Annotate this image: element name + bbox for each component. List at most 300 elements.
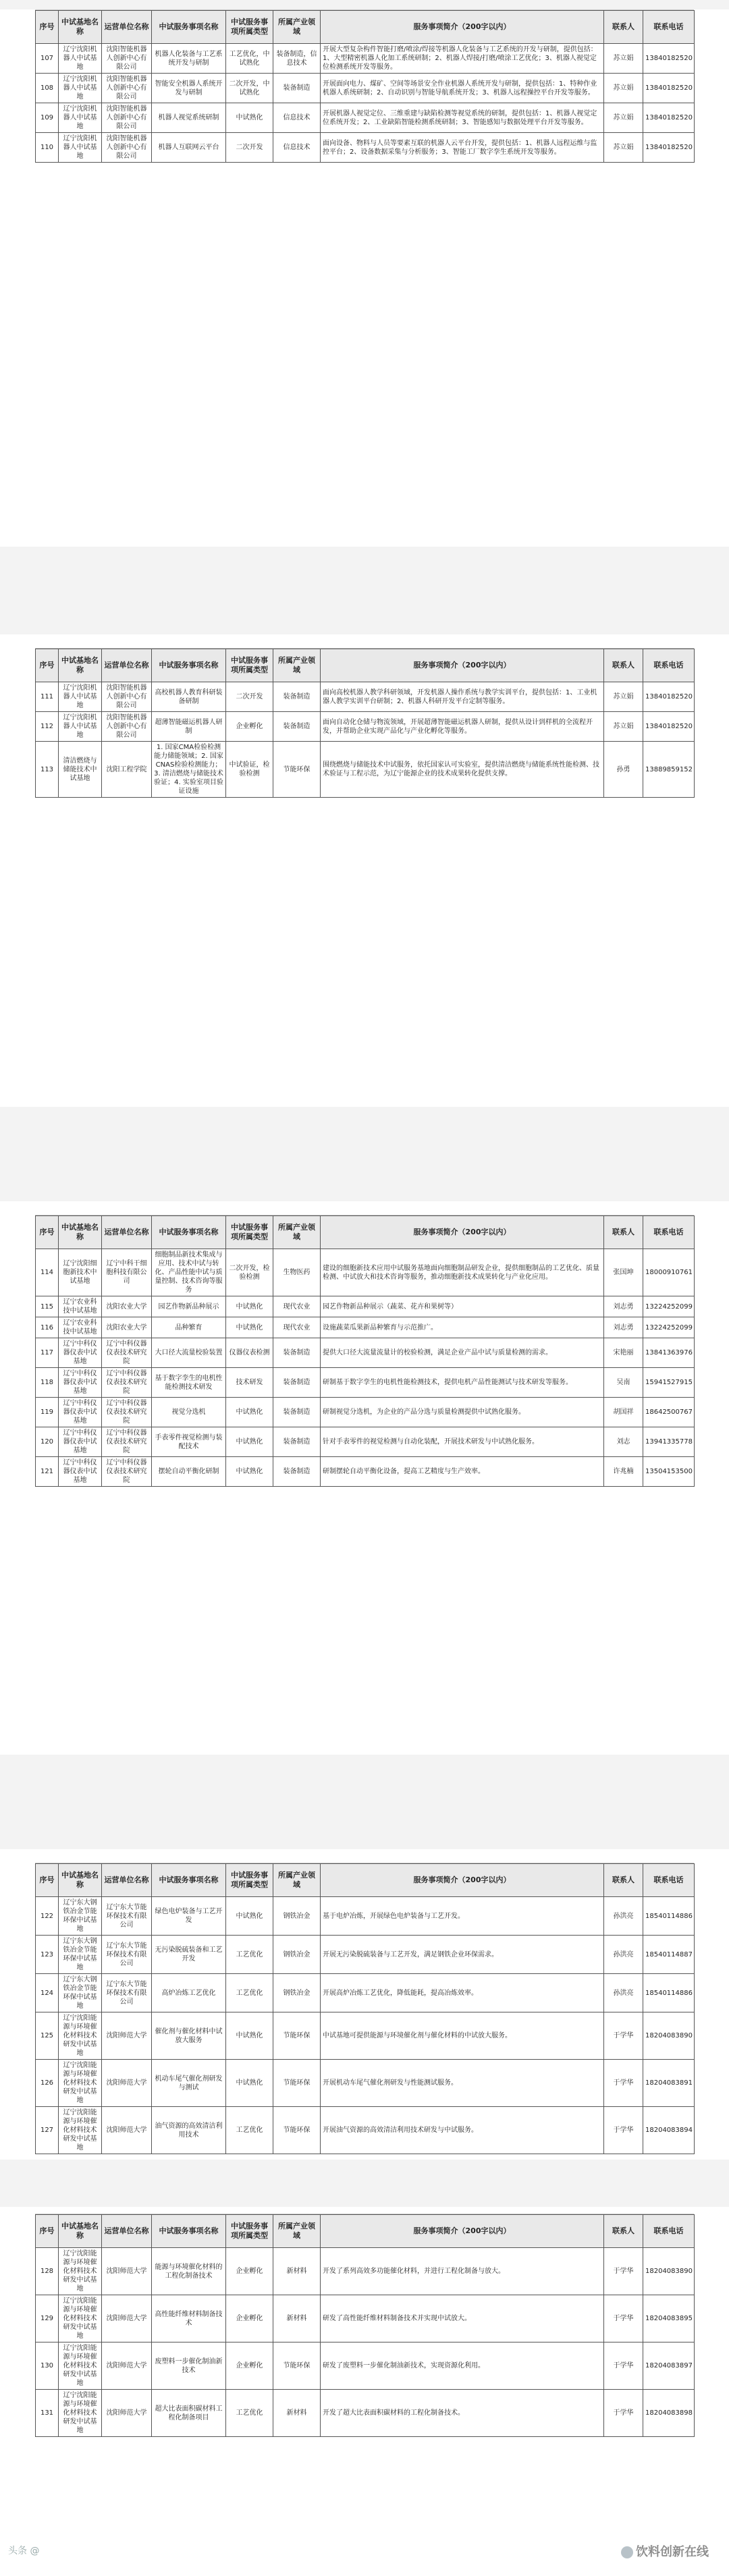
table-row (36, 1368, 695, 1398)
service-summary: 研发了高性能纤维材料制备技术并实现中试放大。 (321, 2295, 604, 2342)
service-summary: 园艺作物新品种展示（蔬菜、花卉和果树等） (321, 1296, 604, 1317)
row-number: 109 (36, 103, 59, 133)
base-name: 辽宁中科仪器仪表中试基地 (59, 1427, 102, 1457)
contact-phone: 18540114887 (643, 1936, 695, 1974)
service-item: 摆轮自动平衡化研制 (152, 1457, 226, 1487)
service-type: 中试熟化 (226, 2060, 273, 2107)
service-item: 绿色电炉装备与工艺开发 (152, 1897, 226, 1936)
contact-phone: 18000910761 (643, 1249, 695, 1296)
service-item: 品种繁育 (152, 1317, 226, 1338)
contact-person: 刘志勇 (604, 1317, 643, 1338)
column-header: 中试服务事项名称 (152, 2215, 226, 2248)
column-header: 中试基地名称 (59, 1216, 102, 1249)
column-header: 联系人 (604, 11, 643, 44)
column-header: 中试服务事项所属类型 (226, 11, 273, 44)
base-name: 辽宁沈阳能源与环境催化材料技术研发中试基地 (59, 2390, 102, 2437)
table-row (36, 1317, 695, 1338)
table-row (36, 133, 695, 163)
row-number: 126 (36, 2060, 59, 2107)
table-row (36, 2060, 695, 2107)
service-item: 油气资源的高效清洁利用技术 (152, 2107, 226, 2154)
industry-field: 节能环保 (273, 2060, 321, 2107)
column-header: 序号 (36, 1216, 59, 1249)
column-header: 中试服务事项所属类型 (226, 1216, 273, 1249)
contact-phone: 18204083895 (643, 2295, 695, 2342)
service-type: 工艺优化，中试熟化 (226, 44, 273, 74)
column-header: 中试基地名称 (59, 649, 102, 682)
org-name: 沈阳师范大学 (102, 2390, 152, 2437)
column-header: 联系人 (604, 649, 643, 682)
service-summary: 提供大口径大流量流量计的校验检测，满足企业产品中试与质量检测的需求。 (321, 1338, 604, 1368)
contact-person: 苏立娟 (604, 74, 643, 103)
table-row (36, 682, 695, 712)
table-page-1 (35, 9, 694, 163)
contact-person: 于学华 (604, 2248, 643, 2295)
org-name: 沈阳师范大学 (102, 2295, 152, 2342)
contact-person: 苏立娟 (604, 103, 643, 133)
row-number: 119 (36, 1398, 59, 1427)
contact-phone: 13889859152 (643, 742, 695, 798)
column-header: 中试基地名称 (59, 1864, 102, 1897)
service-summary: 研制摆轮自动平衡化设备，提高工艺精度与生产效率。 (321, 1457, 604, 1487)
table-row (36, 2390, 695, 2437)
org-name: 辽宁中科仪器仪表技术研究院 (102, 1398, 152, 1427)
table-row (36, 2248, 695, 2295)
base-name: 辽宁东大钢铁冶金节能环保中试基地 (59, 1974, 102, 2012)
table-row (36, 2342, 695, 2390)
row-number: 127 (36, 2107, 59, 2154)
industry-field: 节能环保 (273, 742, 321, 798)
service-type: 中试熟化 (226, 1897, 273, 1936)
row-number: 112 (36, 712, 59, 742)
column-header: 中试基地名称 (59, 11, 102, 44)
service-type: 企业孵化 (226, 2295, 273, 2342)
service-type: 企业孵化 (226, 2248, 273, 2295)
contact-phone: 13840182520 (643, 74, 695, 103)
contact-phone: 18204083890 (643, 2248, 695, 2295)
contact-person: 许兆楠 (604, 1457, 643, 1487)
service-summary: 开展面向电力、煤矿、空间等场景安全作业机器人系统开发与研制，提供包括：1、特种作业机器人系统研制；2、自动识别与智能导航系统开发；3、机器人远程操控平台开发等服务。 (321, 74, 604, 103)
table-row (36, 1897, 695, 1936)
table-row (36, 1249, 695, 1296)
contact-person: 于学华 (604, 2342, 643, 2390)
service-item: 机器人视觉系统研制 (152, 103, 226, 133)
industry-field: 钢铁冶金 (273, 1897, 321, 1936)
service-summary: 面向高校机器人教学科研领域，开发机器人操作系统与教学实训平台，提供包括：1、工业机器人教学实训平台研制；2、机器人科研开发平台定制等服务。 (321, 682, 604, 712)
table-row (36, 1457, 695, 1487)
service-summary: 围绕燃烧与储能技术中试服务，依托国家认可实验室，提供清洁燃烧与储能系统性能检测、技术验证与工程示范，为辽宁能源企业的技术成果转化提供支撑。 (321, 742, 604, 798)
base-name: 辽宁沈阳能源与环境催化材料技术研发中试基地 (59, 2107, 102, 2154)
column-header: 服务事项简介（200字以内） (321, 1864, 604, 1897)
industry-field: 信息技术 (273, 133, 321, 163)
contact-person: 苏立娟 (604, 44, 643, 74)
base-name: 辽宁沈阳能源与环境催化材料技术研发中试基地 (59, 2342, 102, 2390)
contact-phone: 13224252099 (643, 1296, 695, 1317)
column-header: 服务事项简介（200字以内） (321, 2215, 604, 2248)
contact-phone: 18204083898 (643, 2390, 695, 2437)
service-item: 大口径大流量校验装置 (152, 1338, 226, 1368)
service-type: 中试熟化 (226, 103, 273, 133)
table-page-2 (35, 648, 694, 798)
service-item: 细胞制品新技术集成与应用、技术中试与转化、产品性能中试与质量控制、技术咨询等服务 (152, 1249, 226, 1296)
service-type: 二次开发 (226, 682, 273, 712)
contact-person: 孙勇 (604, 742, 643, 798)
service-summary: 面向设备、物料与人员等要素互联的机器人云平台开发，提供包括：1、机器人远程运维与监控平台；2、设备数据采集与分析服务；3、智能工厂数字孪生系统开发等服务。 (321, 133, 604, 163)
row-number: 113 (36, 742, 59, 798)
service-table (35, 1215, 695, 1487)
contact-person: 于学华 (604, 2390, 643, 2437)
column-header: 运营单位名称 (102, 11, 152, 44)
service-type: 中试熟化 (226, 1427, 273, 1457)
row-number: 108 (36, 74, 59, 103)
service-summary: 开展油气资源的高效清洁利用技术研发与中试服务。 (321, 2107, 604, 2154)
service-table (35, 10, 695, 163)
service-type: 工艺优化 (226, 2390, 273, 2437)
service-summary: 开发了系列高效多功能催化材料，并进行工程化制备与放大。 (321, 2248, 604, 2295)
contact-person: 于学华 (604, 2295, 643, 2342)
base-name: 辽宁沈阳机器人中试基地 (59, 44, 102, 74)
base-name: 辽宁沈阳机器人中试基地 (59, 712, 102, 742)
service-type: 中试熟化 (226, 1296, 273, 1317)
column-header: 联系电话 (643, 1216, 695, 1249)
service-item: 超大比表面积碳材料工程化制备项目 (152, 2390, 226, 2437)
row-number: 115 (36, 1296, 59, 1317)
watermark-bar (0, 2537, 729, 2564)
table-header-row (36, 649, 695, 682)
service-type: 企业孵化 (226, 712, 273, 742)
table-header-row (36, 2215, 695, 2248)
industry-field: 装备制造 (273, 682, 321, 712)
service-summary: 面向自动化仓储与物流领域，开展超薄智能磁运机器人研制，提供从设计到样机的全流程开发，并帮助企业实现产品化与产业化孵化等服务。 (321, 712, 604, 742)
org-name: 沈阳智能机器人创新中心有限公司 (102, 133, 152, 163)
row-number: 120 (36, 1427, 59, 1457)
column-header: 中试服务事项名称 (152, 1864, 226, 1897)
service-item: 无污染脱硫装备和工艺开发 (152, 1936, 226, 1974)
industry-field: 节能环保 (273, 2342, 321, 2390)
org-name: 辽宁中科仪器仪表技术研究院 (102, 1338, 152, 1368)
industry-field: 新材料 (273, 2390, 321, 2437)
contact-person: 刘志勇 (604, 1296, 643, 1317)
service-summary: 研制视觉分选机，为企业的产品分选与质量检测提供中试熟化服务。 (321, 1398, 604, 1427)
service-item: 废塑料一步催化制油新技术 (152, 2342, 226, 2390)
industry-field: 新材料 (273, 2295, 321, 2342)
column-header: 联系电话 (643, 1864, 695, 1897)
service-item: 手表零件视觉检测与装配技术 (152, 1427, 226, 1457)
org-name: 沈阳智能机器人创新中心有限公司 (102, 74, 152, 103)
org-name: 辽宁中科仪器仪表技术研究院 (102, 1427, 152, 1457)
service-type: 工艺优化 (226, 1936, 273, 1974)
service-summary: 开展机动车尾气催化剂研发与性能测试服务。 (321, 2060, 604, 2107)
contact-person: 于学华 (604, 2012, 643, 2060)
service-table (35, 1863, 695, 2154)
base-name: 辽宁沈阳能源与环境催化材料技术研发中试基地 (59, 2295, 102, 2342)
row-number: 114 (36, 1249, 59, 1296)
contact-phone: 13941335778 (643, 1427, 695, 1457)
contact-phone: 18642500767 (643, 1398, 695, 1427)
contact-phone: 18204083897 (643, 2342, 695, 2390)
column-header: 运营单位名称 (102, 2215, 152, 2248)
industry-field: 装备制造 (273, 1368, 321, 1398)
service-summary: 中试基地可提供能源与环境催化剂与催化材料的中试放大服务。 (321, 2012, 604, 2060)
contact-person: 苏立娟 (604, 712, 643, 742)
org-name: 沈阳智能机器人创新中心有限公司 (102, 44, 152, 74)
industry-field: 生物医药 (273, 1249, 321, 1296)
industry-field: 现代农业 (273, 1317, 321, 1338)
service-type: 工艺优化 (226, 1974, 273, 2012)
service-summary: 基于电炉冶炼，开展绿色电炉装备与工艺开发。 (321, 1897, 604, 1936)
table-row (36, 742, 695, 798)
wechat-icon (621, 2546, 633, 2558)
contact-person: 苏立娟 (604, 682, 643, 712)
org-name: 沈阳师范大学 (102, 2342, 152, 2390)
column-header: 联系人 (604, 2215, 643, 2248)
service-summary: 开发了超大比表面积碳材料的工程化制备技术。 (321, 2390, 604, 2437)
contact-person: 吴南 (604, 1368, 643, 1398)
contact-phone: 18540114886 (643, 1897, 695, 1936)
contact-phone: 15941527915 (643, 1368, 695, 1398)
org-name: 辽宁中科干细胞科技有限公司 (102, 1249, 152, 1296)
column-header: 联系人 (604, 1216, 643, 1249)
org-name: 沈阳农业大学 (102, 1317, 152, 1338)
service-summary: 针对手表零件的视觉检测与自动化装配，开展技术研发与中试熟化服务。 (321, 1427, 604, 1457)
table-row (36, 1427, 695, 1457)
contact-person: 孙洪亮 (604, 1897, 643, 1936)
column-header: 联系人 (604, 1864, 643, 1897)
service-summary: 开展大型复杂构件智能打磨/喷涂/焊接等机器人化装备与工艺系统的开发与研制，提供包括：1、大型精密机器人化加工系统研制；2、机器人焊接/打磨/喷涂工艺优化；3、机器人视觉定位检测系统开发等服务。 (321, 44, 604, 74)
column-header: 中试服务事项名称 (152, 649, 226, 682)
base-name: 辽宁沈阳细胞新技术中试基地 (59, 1249, 102, 1296)
service-item: 1. 国家CMA检验检测能力储能领域；2. 国家CNAS检验检测能力；3. 清洁燃烧与储能技术验证；4. 实验室项目验证设施 (152, 742, 226, 798)
base-name: 清洁燃烧与储能技术中试基地 (59, 742, 102, 798)
row-number: 118 (36, 1368, 59, 1398)
row-number: 129 (36, 2295, 59, 2342)
service-summary: 研制基于数字孪生的电机性能检测技术，提供电机产品性能测试与技术研发等服务。 (321, 1368, 604, 1398)
industry-field: 钢铁冶金 (273, 1974, 321, 2012)
base-name: 辽宁沈阳机器人中试基地 (59, 74, 102, 103)
service-type: 仪器仪表检测 (226, 1338, 273, 1368)
industry-field: 装备制造 (273, 712, 321, 742)
column-header: 序号 (36, 11, 59, 44)
table-row (36, 1296, 695, 1317)
column-header: 运营单位名称 (102, 1216, 152, 1249)
org-name: 沈阳智能机器人创新中心有限公司 (102, 712, 152, 742)
service-item: 高校机器人教育科研装备研制 (152, 682, 226, 712)
service-summary: 研发了废塑料一步催化制油新技术，实现资源化利用。 (321, 2342, 604, 2390)
base-name: 辽宁沈阳能源与环境催化材料技术研发中试基地 (59, 2012, 102, 2060)
row-number: 122 (36, 1897, 59, 1936)
column-header: 服务事项简介（200字以内） (321, 649, 604, 682)
service-item: 机动车尾气催化剂研发与测试 (152, 2060, 226, 2107)
org-name: 沈阳师范大学 (102, 2060, 152, 2107)
column-header: 中试服务事项所属类型 (226, 2215, 273, 2248)
column-header: 所属产业领域 (273, 1864, 321, 1897)
service-item: 超薄智能磁运机器人研制 (152, 712, 226, 742)
column-header: 中试服务事项名称 (152, 11, 226, 44)
org-name: 沈阳师范大学 (102, 2107, 152, 2154)
service-summary: 开展高炉冶炼工艺优化，降低能耗，提高冶炼效率。 (321, 1974, 604, 2012)
base-name: 辽宁东大钢铁冶金节能环保中试基地 (59, 1897, 102, 1936)
industry-field: 装备制造 (273, 1398, 321, 1427)
org-name: 辽宁中科仪器仪表技术研究院 (102, 1457, 152, 1487)
column-header: 运营单位名称 (102, 1864, 152, 1897)
table-row (36, 2107, 695, 2154)
table-page-5 (35, 2214, 694, 2437)
industry-field: 信息技术 (273, 103, 321, 133)
table-row (36, 2295, 695, 2342)
base-name: 辽宁沈阳能源与环境催化材料技术研发中试基地 (59, 2248, 102, 2295)
column-header: 运营单位名称 (102, 649, 152, 682)
table-header-row (36, 1864, 695, 1897)
column-header: 所属产业领域 (273, 1216, 321, 1249)
base-name: 辽宁中科仪器仪表中试基地 (59, 1398, 102, 1427)
service-item: 高炉冶炼工艺优化 (152, 1974, 226, 2012)
row-number: 124 (36, 1974, 59, 2012)
service-type: 中试熟化 (226, 1457, 273, 1487)
service-item: 园艺作物新品种展示 (152, 1296, 226, 1317)
column-header: 中试服务事项所属类型 (226, 649, 273, 682)
contact-person: 刘志 (604, 1427, 643, 1457)
service-item: 视觉分选机 (152, 1398, 226, 1427)
service-item: 智能安全机器人系统开发与研制 (152, 74, 226, 103)
service-type: 中试熟化 (226, 1317, 273, 1338)
row-number: 123 (36, 1936, 59, 1974)
watermark-right: 饮料创新在线 (621, 2542, 709, 2560)
service-type: 中试熟化 (226, 2012, 273, 2060)
contact-phone: 18540114886 (643, 1974, 695, 2012)
table-page-3 (35, 1215, 694, 1487)
column-header: 序号 (36, 649, 59, 682)
base-name: 辽宁农业科技中试基地 (59, 1296, 102, 1317)
industry-field: 装备制造 (273, 1338, 321, 1368)
contact-phone: 13840182520 (643, 103, 695, 133)
contact-person: 孙洪亮 (604, 1936, 643, 1974)
org-name: 沈阳智能机器人创新中心有限公司 (102, 103, 152, 133)
industry-field: 节能环保 (273, 2012, 321, 2060)
table-row (36, 1974, 695, 2012)
column-header: 所属产业领域 (273, 2215, 321, 2248)
row-number: 130 (36, 2342, 59, 2390)
contact-person: 张国坤 (604, 1249, 643, 1296)
service-summary: 开展机器人视觉定位、三维重建与缺陷检测等视觉系统的研制，提供包括：1、机器人视觉定位系统开发；2、工业缺陷智能检测系统研制；3、智能感知与数据处理平台开发等服务。 (321, 103, 604, 133)
column-header: 联系电话 (643, 2215, 695, 2248)
table-row (36, 1936, 695, 1974)
service-summary: 设施蔬菜瓜果新品种繁育与示范推广。 (321, 1317, 604, 1338)
service-item: 机器人化装备与工艺系统开发与研制 (152, 44, 226, 74)
row-number: 111 (36, 682, 59, 712)
column-header: 所属产业领域 (273, 649, 321, 682)
table-row (36, 2012, 695, 2060)
industry-field: 装备制造，信息技术 (273, 44, 321, 74)
row-number: 116 (36, 1317, 59, 1338)
base-name: 辽宁农业科技中试基地 (59, 1317, 102, 1338)
base-name: 辽宁中科仪器仪表中试基地 (59, 1457, 102, 1487)
industry-field: 装备制造 (273, 1457, 321, 1487)
contact-person: 于学华 (604, 2107, 643, 2154)
table-row (36, 74, 695, 103)
contact-phone: 18204083890 (643, 2012, 695, 2060)
contact-phone: 13224252099 (643, 1317, 695, 1338)
service-type: 工艺优化 (226, 2107, 273, 2154)
contact-phone: 18204083891 (643, 2060, 695, 2107)
industry-field: 节能环保 (273, 2107, 321, 2154)
column-header: 序号 (36, 2215, 59, 2248)
base-name: 辽宁沈阳机器人中试基地 (59, 103, 102, 133)
service-type: 技术研发 (226, 1368, 273, 1398)
base-name: 辽宁沈阳机器人中试基地 (59, 682, 102, 712)
org-name: 辽宁中科仪器仪表技术研究院 (102, 1368, 152, 1398)
org-name: 沈阳师范大学 (102, 2248, 152, 2295)
contact-person: 苏立娟 (604, 133, 643, 163)
column-header: 服务事项简介（200字以内） (321, 1216, 604, 1249)
org-name: 沈阳工程学院 (102, 742, 152, 798)
service-type: 中试验证，检验检测 (226, 742, 273, 798)
contact-person: 胡国祥 (604, 1398, 643, 1427)
table-header-row (36, 11, 695, 44)
base-name: 辽宁沈阳能源与环境催化材料技术研发中试基地 (59, 2060, 102, 2107)
row-number: 125 (36, 2012, 59, 2060)
industry-field: 现代农业 (273, 1296, 321, 1317)
column-header: 联系电话 (643, 11, 695, 44)
row-number: 107 (36, 44, 59, 74)
service-type: 企业孵化 (226, 2342, 273, 2390)
column-header: 中试服务事项所属类型 (226, 1864, 273, 1897)
row-number: 121 (36, 1457, 59, 1487)
column-header: 序号 (36, 1864, 59, 1897)
service-item: 能源与环境催化材料的工程化制备技术 (152, 2248, 226, 2295)
column-header: 中试服务事项名称 (152, 1216, 226, 1249)
contact-phone: 13841363976 (643, 1338, 695, 1368)
service-type: 中试熟化 (226, 1398, 273, 1427)
contact-phone: 13840182520 (643, 133, 695, 163)
table-row (36, 44, 695, 74)
row-number: 131 (36, 2390, 59, 2437)
contact-person: 宋艳丽 (604, 1338, 643, 1368)
org-name: 辽宁东大节能环保技术有限公司 (102, 1897, 152, 1936)
service-item: 基于数字孪生的电机性能检测技术研发 (152, 1368, 226, 1398)
base-name: 辽宁东大钢铁冶金节能环保中试基地 (59, 1936, 102, 1974)
contact-phone: 13840182520 (643, 682, 695, 712)
org-name: 沈阳农业大学 (102, 1296, 152, 1317)
industry-field: 新材料 (273, 2248, 321, 2295)
service-summary: 开展无污染脱硫装备与工艺开发，满足钢铁企业环保需求。 (321, 1936, 604, 1974)
service-summary: 建设的细胞新技术应用中试服务基地面向细胞制品研发企业，提供细胞制品的工艺优化、质量检测、中试放大和技术咨询等服务，推动细胞新技术成果转化与产业化应用。 (321, 1249, 604, 1296)
column-header: 联系电话 (643, 649, 695, 682)
contact-person: 于学华 (604, 2060, 643, 2107)
watermark-left: 头条 @ (8, 2546, 40, 2556)
org-name: 辽宁东大节能环保技术有限公司 (102, 1936, 152, 1974)
contact-phone: 13840182520 (643, 44, 695, 74)
industry-field: 装备制造 (273, 1427, 321, 1457)
industry-field: 钢铁冶金 (273, 1936, 321, 1974)
contact-phone: 18204083894 (643, 2107, 695, 2154)
table-page-4 (35, 1863, 694, 2154)
industry-field: 装备制造 (273, 74, 321, 103)
table-row (36, 103, 695, 133)
service-item: 高性能纤维材料制备技术 (152, 2295, 226, 2342)
service-type: 二次开发 (226, 133, 273, 163)
service-table (35, 649, 695, 798)
service-item: 机器人互联网云平台 (152, 133, 226, 163)
service-type: 二次开发，中试熟化 (226, 74, 273, 103)
table-row (36, 1338, 695, 1368)
row-number: 110 (36, 133, 59, 163)
table-header-row (36, 1216, 695, 1249)
column-header: 服务事项简介（200字以内） (321, 11, 604, 44)
row-number: 117 (36, 1338, 59, 1368)
contact-phone: 13840182520 (643, 712, 695, 742)
org-name: 沈阳师范大学 (102, 2012, 152, 2060)
service-item: 催化剂与催化材料中试放大服务 (152, 2012, 226, 2060)
